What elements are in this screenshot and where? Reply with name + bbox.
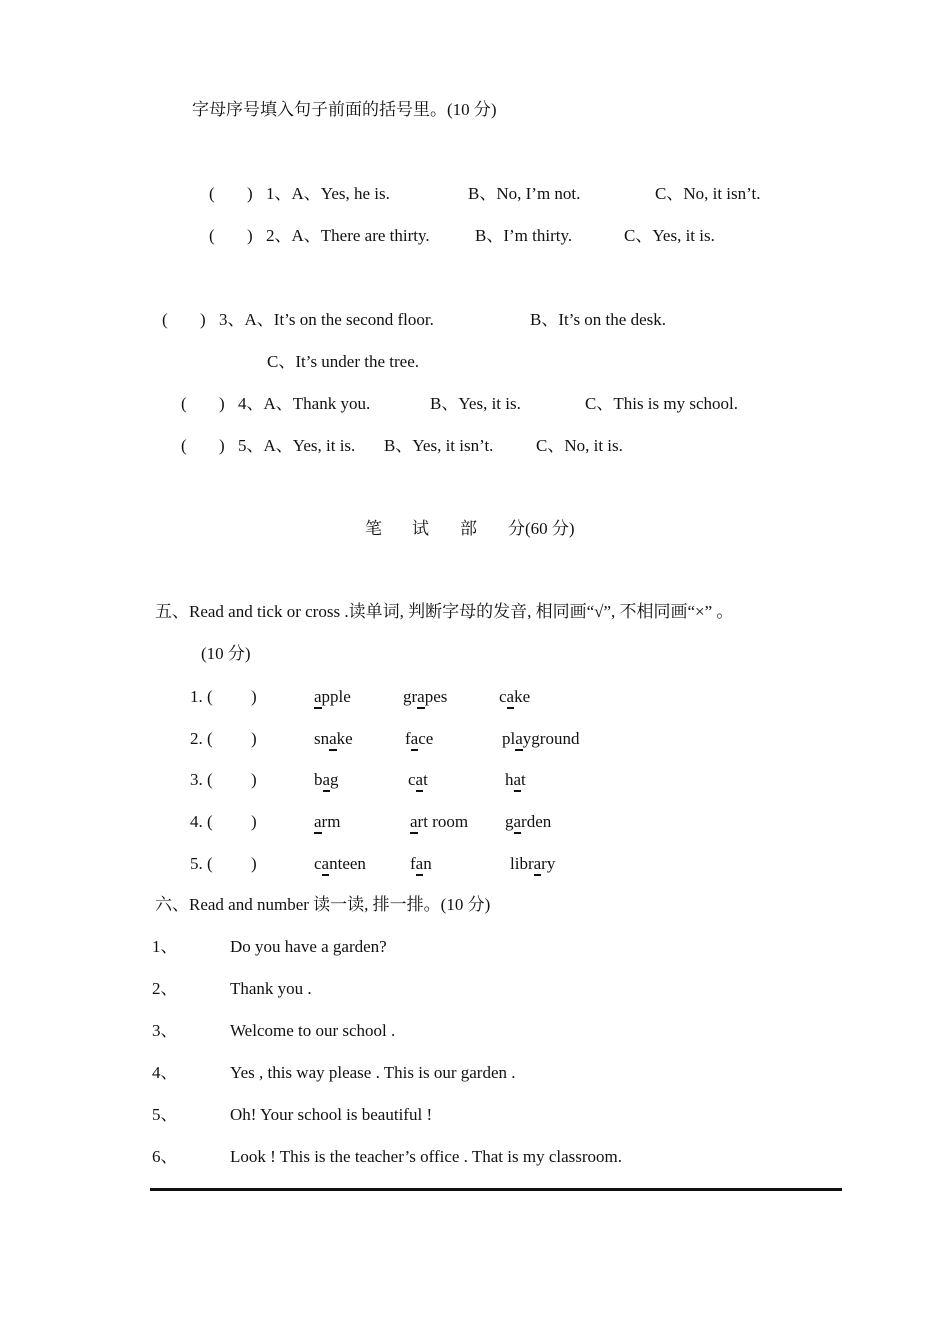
option-b: B、No, I’m not.: [468, 184, 581, 203]
underlined-letter: a: [323, 771, 331, 792]
word-prefix: c: [499, 687, 507, 706]
word-suffix: ke: [336, 729, 353, 748]
answer-paren-close: ): [200, 310, 206, 329]
word-suffix: g: [330, 770, 339, 789]
section-6-title: 六、Read and number 读一读, 排一排。(10 分): [155, 895, 491, 914]
option-b: B、It’s on the desk.: [530, 310, 666, 329]
phonics-word: [499, 686, 530, 709]
sentence-number: 3、: [152, 1021, 178, 1040]
underlined-letter: a: [514, 813, 522, 834]
answer-paren[interactable]: 4. (: [190, 812, 213, 831]
answer-paren-open[interactable]: (: [162, 310, 168, 329]
word-suffix: n: [423, 854, 432, 873]
underlined-letter: a: [507, 688, 515, 709]
phonics-word: [502, 728, 579, 751]
sentence-text: Oh! Your school is beautiful !: [230, 1105, 433, 1124]
word-prefix: libr: [510, 854, 534, 873]
answer-paren-close: ): [251, 687, 257, 706]
answer-paren-open[interactable]: (: [181, 436, 187, 455]
option-a: 5、A、Yes, it is.: [238, 436, 356, 455]
answer-paren-close: ): [251, 729, 257, 748]
phonics-word: [505, 811, 551, 834]
answer-paren-close: ): [247, 184, 253, 203]
sentence-number: 6、: [152, 1147, 178, 1166]
word-prefix: h: [505, 770, 514, 789]
phonics-word: [403, 686, 447, 709]
phonics-word: [314, 769, 339, 792]
sentence-number: 5、: [152, 1105, 178, 1124]
instruction-line: 字母序号填入句子前面的括号里。(10 分): [192, 100, 497, 119]
underlined-letter: a: [411, 730, 419, 751]
word-prefix: f: [405, 729, 411, 748]
answer-paren[interactable]: 2. (: [190, 729, 213, 748]
word-suffix: pes: [424, 687, 448, 706]
answer-paren-close: ): [251, 812, 257, 831]
page-bottom-rule: [150, 1188, 842, 1191]
phonics-word: [408, 769, 428, 792]
word-prefix: sn: [314, 729, 330, 748]
word-prefix: pl: [502, 729, 516, 748]
word-prefix: b: [314, 770, 323, 789]
answer-paren-open[interactable]: (: [181, 394, 187, 413]
word-prefix: c: [408, 770, 416, 789]
phonics-word: [314, 811, 340, 834]
phonics-word: [405, 728, 433, 751]
sentence-number: 1、: [152, 937, 178, 956]
sentence-number: 4、: [152, 1063, 178, 1082]
option-a: 2、A、There are thirty.: [266, 226, 430, 245]
underlined-letter: a: [514, 771, 522, 792]
word-suffix: pple: [321, 687, 351, 706]
word-prefix: g: [505, 812, 514, 831]
underlined-letter: a: [416, 855, 424, 876]
option-b: B、Yes, it isn’t.: [384, 436, 494, 455]
option-a: 1、A、Yes, he is.: [266, 184, 390, 203]
answer-paren-close: ): [219, 436, 225, 455]
underlined-letter: a: [417, 688, 425, 709]
option-b: B、Yes, it is.: [430, 394, 521, 413]
underlined-letter: a: [314, 813, 322, 834]
option-c: C、No, it is.: [536, 436, 623, 455]
option-b: B、I’m thirty.: [475, 226, 573, 245]
word-suffix: nteen: [329, 854, 366, 873]
option-c: C、This is my school.: [585, 394, 739, 413]
word-suffix: yground: [522, 729, 580, 748]
answer-paren-close: ): [247, 226, 253, 245]
word-suffix: ke: [514, 687, 531, 706]
answer-paren-close: ): [219, 394, 225, 413]
word-suffix: rt room: [417, 812, 469, 831]
underlined-letter: a: [329, 730, 337, 751]
word-suffix: ce: [418, 729, 434, 748]
answer-paren[interactable]: 3. (: [190, 770, 213, 789]
option-c: C、It’s under the tree.: [267, 352, 420, 371]
answer-paren[interactable]: 1. (: [190, 687, 213, 706]
word-prefix: c: [314, 854, 322, 873]
word-suffix: rden: [521, 812, 552, 831]
word-prefix: f: [410, 854, 416, 873]
answer-paren-open[interactable]: (: [209, 184, 215, 203]
phonics-word: [314, 728, 353, 751]
phonics-word: [314, 686, 351, 709]
answer-paren-open[interactable]: (: [209, 226, 215, 245]
answer-paren[interactable]: 5. (: [190, 854, 213, 873]
word-prefix: gr: [403, 687, 418, 706]
sentence-text: Yes , this way please . This is our garden .: [230, 1063, 516, 1082]
word-suffix: t: [423, 770, 428, 789]
heading-char-2: 试: [412, 519, 429, 538]
phonics-word: [314, 853, 366, 876]
word-suffix: rm: [321, 812, 341, 831]
option-a: 3、A、It’s on the second floor.: [219, 310, 434, 329]
underlined-letter: a: [534, 855, 542, 876]
underlined-letter: a: [416, 771, 424, 792]
word-suffix: ry: [541, 854, 556, 873]
phonics-word: [410, 853, 432, 876]
answer-paren-close: ): [251, 770, 257, 789]
phonics-word: [505, 769, 526, 792]
phonics-word: [410, 811, 468, 834]
sentence-text: Look ! This is the teacher’s office . That is my classroom.: [230, 1147, 623, 1166]
option-c: C、Yes, it is.: [624, 226, 715, 245]
word-suffix: t: [521, 770, 526, 789]
heading-char-1: 笔: [365, 519, 382, 538]
section-5-title: 五、Read and tick or cross .读单词, 判断字母的发音, 相同画“√”, 不相同画“×” 。: [155, 602, 734, 621]
heading-char-4: 分(60 分): [508, 519, 575, 538]
section-5-score: (10 分): [201, 644, 251, 663]
underlined-letter: a: [410, 813, 418, 834]
sentence-text: Thank you .: [230, 979, 312, 998]
heading-char-3: 部: [460, 519, 477, 538]
answer-paren-close: ): [251, 854, 257, 873]
underlined-letter: a: [322, 855, 330, 876]
phonics-word: [510, 853, 555, 876]
sentence-text: Welcome to our school .: [230, 1021, 396, 1040]
option-a: 4、A、Thank you.: [238, 394, 371, 413]
sentence-text: Do you have a garden?: [230, 937, 387, 956]
underlined-letter: a: [515, 730, 523, 751]
option-c: C、No, it isn’t.: [655, 184, 761, 203]
underlined-letter: a: [314, 688, 322, 709]
sentence-number: 2、: [152, 979, 178, 998]
